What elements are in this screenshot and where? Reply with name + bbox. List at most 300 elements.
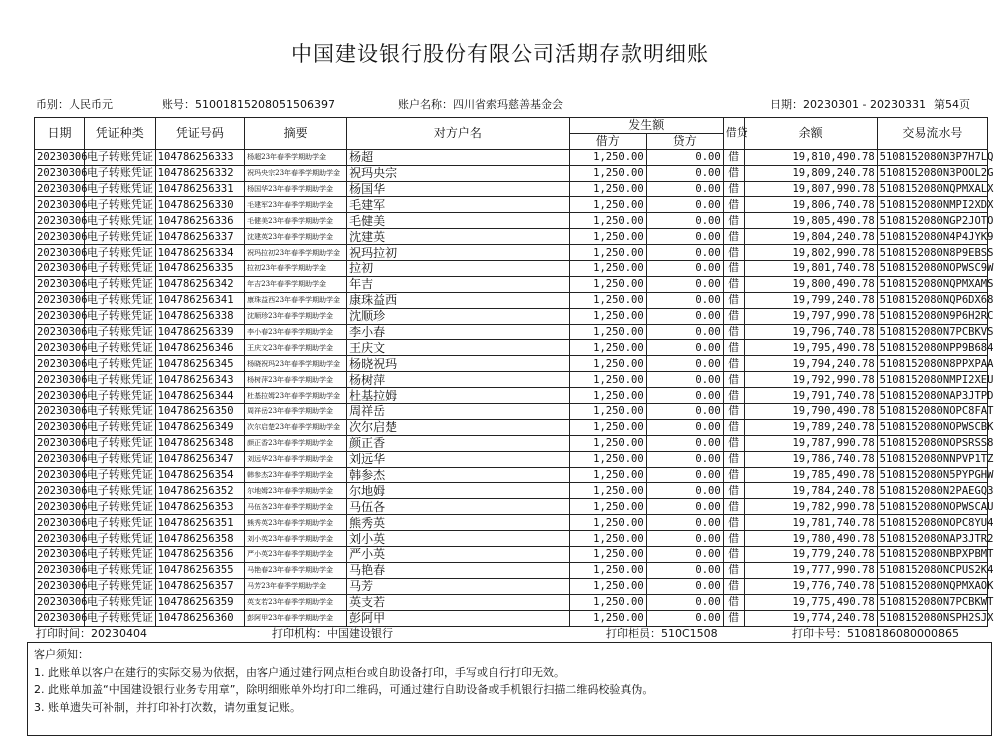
- cell-serial: 5108152080N8PPXPAA: [877, 356, 987, 372]
- col-dc: 借贷: [723, 118, 744, 150]
- cell-date: 20230306: [35, 483, 85, 499]
- cell-credit: 0.00: [646, 276, 723, 292]
- cell-serial: 5108152080NOPWSC9W: [877, 261, 987, 277]
- cell-date: 20230306: [35, 419, 85, 435]
- cell-debit: 1,250.00: [569, 419, 646, 435]
- table-row: [35, 308, 988, 324]
- cell-debit: 1,250.00: [569, 149, 646, 165]
- table-row: [35, 467, 988, 483]
- cell-balance: 19,804,240.78: [744, 229, 877, 245]
- cell-credit: 0.00: [646, 499, 723, 515]
- cell-voucher-no: 104786256359: [155, 594, 244, 610]
- cell-serial: 5108152080N3POOL2G: [877, 165, 987, 181]
- cell-counterparty: 杨超: [347, 149, 570, 165]
- cell-debit: 1,250.00: [569, 372, 646, 388]
- cell-date: 20230306: [35, 372, 85, 388]
- cell-voucher-type: 电子转账凭证: [84, 451, 155, 467]
- cell-voucher-no: 104786256360: [155, 610, 244, 626]
- cell-balance: 19,784,240.78: [744, 483, 877, 499]
- cell-balance: 19,780,490.78: [744, 531, 877, 547]
- cell-dc: 借: [723, 515, 744, 531]
- page-number: 第54页: [934, 98, 970, 111]
- cell-dc: 借: [723, 610, 744, 626]
- cell-serial: 5108152080NAP3JTPD: [877, 388, 987, 404]
- cell-date: 20230306: [35, 547, 85, 563]
- cell-voucher-type: 电子转账凭证: [84, 149, 155, 165]
- cell-voucher-no: 104786256330: [155, 197, 244, 213]
- cell-credit: 0.00: [646, 229, 723, 245]
- cell-counterparty: 王庆文: [347, 340, 570, 356]
- cell-debit: 1,250.00: [569, 213, 646, 229]
- cell-date: 20230306: [35, 404, 85, 420]
- cell-voucher-no: 104786256331: [155, 181, 244, 197]
- cell-counterparty: 次尔启楚: [347, 419, 570, 435]
- cell-dc: 借: [723, 451, 744, 467]
- table-row: [35, 531, 988, 547]
- cell-credit: 0.00: [646, 419, 723, 435]
- table-row: [35, 340, 988, 356]
- table-row: [35, 451, 988, 467]
- cell-dc: 借: [723, 308, 744, 324]
- cell-serial: 5108152080NSPH2SJX: [877, 610, 987, 626]
- cell-voucher-type: 电子转账凭证: [84, 324, 155, 340]
- customer-notes: [27, 642, 992, 736]
- cell-date: 20230306: [35, 324, 85, 340]
- cell-voucher-type: 电子转账凭证: [84, 340, 155, 356]
- cell-summary: 沈顺珍23年春季学期助学金: [245, 308, 347, 324]
- cell-counterparty: 马芳: [347, 578, 570, 594]
- cell-serial: 5108152080NCPUS2K4: [877, 562, 987, 578]
- table-row: [35, 197, 988, 213]
- cell-debit: 1,250.00: [569, 229, 646, 245]
- cell-debit: 1,250.00: [569, 547, 646, 563]
- cell-voucher-no: 104786256358: [155, 531, 244, 547]
- document-title: 中国建设银行股份有限公司活期存款明细账: [291, 42, 709, 66]
- cell-serial: 5108152080N7PCBKWT: [877, 594, 987, 610]
- cell-balance: 19,786,740.78: [744, 451, 877, 467]
- cell-debit: 1,250.00: [569, 562, 646, 578]
- table-row: [35, 229, 988, 245]
- cell-date: 20230306: [35, 578, 85, 594]
- cell-counterparty: 严小英: [347, 547, 570, 563]
- cell-dc: 借: [723, 229, 744, 245]
- cell-dc: 借: [723, 165, 744, 181]
- cell-serial: 5108152080N5PYPGHW: [877, 467, 987, 483]
- cell-counterparty: 沈顺珍: [347, 308, 570, 324]
- col-amount-group: 发生额: [569, 118, 723, 134]
- cell-balance: 19,791,740.78: [744, 388, 877, 404]
- cell-dc: 借: [723, 404, 744, 420]
- cell-summary: 祝玛央宗23年春季学期助学金: [245, 165, 347, 181]
- cell-debit: 1,250.00: [569, 531, 646, 547]
- cell-date: 20230306: [35, 276, 85, 292]
- table-row: [35, 404, 988, 420]
- cell-counterparty: 祝玛拉初: [347, 245, 570, 261]
- cell-credit: 0.00: [646, 547, 723, 563]
- cell-balance: 19,787,990.78: [744, 435, 877, 451]
- cell-date: 20230306: [35, 213, 85, 229]
- cell-voucher-type: 电子转账凭证: [84, 547, 155, 563]
- cell-dc: 借: [723, 324, 744, 340]
- cell-balance: 19,785,490.78: [744, 467, 877, 483]
- cell-voucher-no: 104786256357: [155, 578, 244, 594]
- cell-counterparty: 杨晓祝玛: [347, 356, 570, 372]
- table-row: [35, 388, 988, 404]
- cell-serial: 5108152080NQPMXAMS: [877, 276, 987, 292]
- cell-serial: 5108152080NAP3JTR2: [877, 531, 987, 547]
- cell-serial: 5108152080N9P6H2RC: [877, 308, 987, 324]
- cell-voucher-type: 电子转账凭证: [84, 197, 155, 213]
- cell-summary: 毛建军23年春季学期助学金: [245, 197, 347, 213]
- cell-debit: 1,250.00: [569, 261, 646, 277]
- cell-credit: 0.00: [646, 261, 723, 277]
- cell-dc: 借: [723, 547, 744, 563]
- cell-credit: 0.00: [646, 197, 723, 213]
- cell-voucher-no: 104786256341: [155, 292, 244, 308]
- cell-date: 20230306: [35, 610, 85, 626]
- cell-credit: 0.00: [646, 610, 723, 626]
- cell-dc: 借: [723, 372, 744, 388]
- cell-voucher-type: 电子转账凭证: [84, 499, 155, 515]
- cell-voucher-no: 104786256348: [155, 435, 244, 451]
- table-row: [35, 213, 988, 229]
- cell-balance: 19,802,990.78: [744, 245, 877, 261]
- cell-voucher-no: 104786256342: [155, 276, 244, 292]
- cell-counterparty: 马艳春: [347, 562, 570, 578]
- cell-balance: 19,774,240.78: [744, 610, 877, 626]
- col-counterparty: 对方户名: [347, 118, 570, 150]
- cell-voucher-no: 104786256351: [155, 515, 244, 531]
- cell-voucher-no: 104786256335: [155, 261, 244, 277]
- cell-debit: 1,250.00: [569, 165, 646, 181]
- table-row: [35, 610, 988, 626]
- cell-dc: 借: [723, 388, 744, 404]
- cell-credit: 0.00: [646, 165, 723, 181]
- cell-credit: 0.00: [646, 372, 723, 388]
- cell-debit: 1,250.00: [569, 276, 646, 292]
- cell-credit: 0.00: [646, 213, 723, 229]
- cell-voucher-type: 电子转账凭证: [84, 435, 155, 451]
- account-name: 账户名称：四川省索玛慈善基金会: [398, 98, 563, 111]
- col-voucher-no: 凭证号码: [155, 118, 244, 150]
- cell-counterparty: 年吉: [347, 276, 570, 292]
- cell-serial: 5108152080NOPSRSS8: [877, 435, 987, 451]
- table-row: [35, 324, 988, 340]
- print-org: 打印机构：中国建设银行: [272, 627, 393, 640]
- cell-credit: 0.00: [646, 467, 723, 483]
- cell-summary: 杨超23年春季学期助学金: [245, 149, 347, 165]
- cell-summary: 杨树萍23年春季学期助学金: [245, 372, 347, 388]
- cell-date: 20230306: [35, 356, 85, 372]
- print-card: 打印卡号：5108186080000865: [792, 627, 959, 640]
- table-row: [35, 562, 988, 578]
- table-row: [35, 149, 988, 165]
- cell-serial: 5108152080NMPI2XDX: [877, 197, 987, 213]
- cell-balance: 19,810,490.78: [744, 149, 877, 165]
- cell-dc: 借: [723, 181, 744, 197]
- cell-counterparty: 刘小英: [347, 531, 570, 547]
- cell-summary: 王庆文23年春季学期助学金: [245, 340, 347, 356]
- cell-debit: 1,250.00: [569, 435, 646, 451]
- table-row: [35, 261, 988, 277]
- cell-debit: 1,250.00: [569, 292, 646, 308]
- cell-counterparty: 康珠益西: [347, 292, 570, 308]
- col-summary: 摘要: [245, 118, 347, 150]
- cell-serial: 5108152080NGP2JOTO: [877, 213, 987, 229]
- print-counter: 打印柜员：510C1508: [606, 627, 718, 640]
- cell-dc: 借: [723, 149, 744, 165]
- cell-dc: 借: [723, 356, 744, 372]
- cell-voucher-type: 电子转账凭证: [84, 229, 155, 245]
- cell-counterparty: 韩参杰: [347, 467, 570, 483]
- cell-voucher-type: 电子转账凭证: [84, 372, 155, 388]
- cell-counterparty: 毛建军: [347, 197, 570, 213]
- cell-summary: 英支若23年春季学期助学金: [245, 594, 347, 610]
- col-debit: 借方: [569, 133, 646, 149]
- cell-serial: 5108152080N7PCBKVS: [877, 324, 987, 340]
- cell-counterparty: 周祥岳: [347, 404, 570, 420]
- cell-credit: 0.00: [646, 388, 723, 404]
- cell-date: 20230306: [35, 594, 85, 610]
- cell-serial: 5108152080NBPXPBMT: [877, 547, 987, 563]
- cell-credit: 0.00: [646, 340, 723, 356]
- cell-voucher-no: 104786256350: [155, 404, 244, 420]
- cell-dc: 借: [723, 245, 744, 261]
- cell-balance: 19,794,240.78: [744, 356, 877, 372]
- cell-credit: 0.00: [646, 181, 723, 197]
- cell-balance: 19,776,740.78: [744, 578, 877, 594]
- table-row: [35, 578, 988, 594]
- cell-summary: 马伍各23年春季学期助学金: [245, 499, 347, 515]
- cell-counterparty: 杨国华: [347, 181, 570, 197]
- cell-voucher-no: 104786256347: [155, 451, 244, 467]
- table-row: [35, 547, 988, 563]
- cell-summary: 次尔启楚23年春季学期助学金: [245, 419, 347, 435]
- cell-summary: 尔地姆23年春季学期助学金: [245, 483, 347, 499]
- cell-voucher-type: 电子转账凭证: [84, 165, 155, 181]
- cell-balance: 19,779,240.78: [744, 547, 877, 563]
- cell-counterparty: 刘远华: [347, 451, 570, 467]
- cell-counterparty: 熊秀英: [347, 515, 570, 531]
- cell-summary: 马艳春23年春季学期助学金: [245, 562, 347, 578]
- cell-summary: 周祥岳23年春季学期助学金: [245, 404, 347, 420]
- cell-balance: 19,775,490.78: [744, 594, 877, 610]
- cell-counterparty: 彭阿甲: [347, 610, 570, 626]
- cell-serial: 5108152080N8P9EBSS: [877, 245, 987, 261]
- cell-summary: 李小春23年春季学期助学金: [245, 324, 347, 340]
- cell-balance: 19,789,240.78: [744, 419, 877, 435]
- cell-debit: 1,250.00: [569, 467, 646, 483]
- cell-debit: 1,250.00: [569, 594, 646, 610]
- cell-counterparty: 拉初: [347, 261, 570, 277]
- cell-voucher-type: 电子转账凭证: [84, 404, 155, 420]
- cell-summary: 刘远华23年春季学期助学金: [245, 451, 347, 467]
- cell-dc: 借: [723, 483, 744, 499]
- cell-dc: 借: [723, 531, 744, 547]
- cell-date: 20230306: [35, 451, 85, 467]
- cell-voucher-no: 104786256344: [155, 388, 244, 404]
- cell-debit: 1,250.00: [569, 181, 646, 197]
- cell-date: 20230306: [35, 292, 85, 308]
- cell-dc: 借: [723, 419, 744, 435]
- print-time: 打印时间：20230404: [36, 627, 147, 640]
- cell-voucher-type: 电子转账凭证: [84, 515, 155, 531]
- cell-serial: 5108152080N2PAEGQ3: [877, 483, 987, 499]
- cell-date: 20230306: [35, 562, 85, 578]
- cell-date: 20230306: [35, 261, 85, 277]
- cell-counterparty: 毛健美: [347, 213, 570, 229]
- cell-debit: 1,250.00: [569, 515, 646, 531]
- cell-date: 20230306: [35, 197, 85, 213]
- cell-debit: 1,250.00: [569, 308, 646, 324]
- cell-date: 20230306: [35, 499, 85, 515]
- cell-voucher-type: 电子转账凭证: [84, 562, 155, 578]
- cell-serial: 5108152080NPP9B684: [877, 340, 987, 356]
- cell-voucher-type: 电子转账凭证: [84, 213, 155, 229]
- cell-debit: 1,250.00: [569, 197, 646, 213]
- cell-dc: 借: [723, 213, 744, 229]
- cell-summary: 杜基拉姆23年春季学期助学金: [245, 388, 347, 404]
- cell-date: 20230306: [35, 245, 85, 261]
- cell-credit: 0.00: [646, 404, 723, 420]
- cell-debit: 1,250.00: [569, 610, 646, 626]
- cell-balance: 19,792,990.78: [744, 372, 877, 388]
- cell-balance: 19,809,240.78: [744, 165, 877, 181]
- cell-summary: 严小英23年春季学期助学金: [245, 547, 347, 563]
- note-item: 3. 账单遗失可补制，并打印补打次数，请勿重复记账。: [34, 700, 301, 714]
- cell-voucher-no: 104786256354: [155, 467, 244, 483]
- cell-counterparty: 李小春: [347, 324, 570, 340]
- cell-credit: 0.00: [646, 356, 723, 372]
- cell-debit: 1,250.00: [569, 578, 646, 594]
- cell-voucher-no: 104786256339: [155, 324, 244, 340]
- cell-serial: 5108152080NOPC8FAT: [877, 404, 987, 420]
- table-row: [35, 165, 988, 181]
- cell-voucher-no: 104786256338: [155, 308, 244, 324]
- cell-debit: 1,250.00: [569, 483, 646, 499]
- cell-credit: 0.00: [646, 531, 723, 547]
- cell-summary: 杨国华23年春季学期助学金: [245, 181, 347, 197]
- col-credit: 贷方: [646, 133, 723, 149]
- cell-balance: 19,806,740.78: [744, 197, 877, 213]
- cell-summary: 年吉23年春季学期助学金: [245, 276, 347, 292]
- cell-date: 20230306: [35, 340, 85, 356]
- cell-debit: 1,250.00: [569, 499, 646, 515]
- cell-voucher-no: 104786256332: [155, 165, 244, 181]
- note-item: 2. 此账单加盖“中国建设银行业务专用章”，除明细账单外均打印二维码，可通过建行自助设备或手机银行扫描二维码校验真伪。: [34, 683, 654, 696]
- cell-serial: 5108152080NOPWSCAU: [877, 499, 987, 515]
- table-row: [35, 435, 988, 451]
- cell-counterparty: 尔地姆: [347, 483, 570, 499]
- cell-voucher-type: 电子转账凭证: [84, 594, 155, 610]
- cell-voucher-type: 电子转账凭证: [84, 276, 155, 292]
- cell-summary: 马芳23年春季学期助学金: [245, 578, 347, 594]
- table-row: [35, 483, 988, 499]
- cell-voucher-type: 电子转账凭证: [84, 356, 155, 372]
- cell-date: 20230306: [35, 181, 85, 197]
- cell-dc: 借: [723, 197, 744, 213]
- cell-voucher-no: 104786256346: [155, 340, 244, 356]
- cell-voucher-type: 电子转账凭证: [84, 531, 155, 547]
- cell-dc: 借: [723, 340, 744, 356]
- ledger-table: [34, 117, 994, 627]
- cell-date: 20230306: [35, 308, 85, 324]
- cell-date: 20230306: [35, 165, 85, 181]
- cell-voucher-no: 104786256345: [155, 356, 244, 372]
- note-item: 1. 此账单以客户在建行的实际交易为依据，由客户通过建行网点柜台或自助设备打印，手写或自行打印无效。: [34, 665, 565, 679]
- cell-balance: 19,782,990.78: [744, 499, 877, 515]
- cell-credit: 0.00: [646, 435, 723, 451]
- table-row: [35, 276, 988, 292]
- cell-summary: 康珠益西23年春季学期助学金: [245, 292, 347, 308]
- cell-counterparty: 颜正香: [347, 435, 570, 451]
- cell-date: 20230306: [35, 467, 85, 483]
- cell-credit: 0.00: [646, 515, 723, 531]
- cell-voucher-no: 104786256334: [155, 245, 244, 261]
- cell-balance: 19,801,740.78: [744, 261, 877, 277]
- cell-summary: 韩参杰23年春季学期助学金: [245, 467, 347, 483]
- table-row: [35, 419, 988, 435]
- cell-dc: 借: [723, 562, 744, 578]
- cell-voucher-type: 电子转账凭证: [84, 419, 155, 435]
- cell-credit: 0.00: [646, 292, 723, 308]
- cell-counterparty: 沈建英: [347, 229, 570, 245]
- cell-credit: 0.00: [646, 483, 723, 499]
- col-balance: 余额: [744, 118, 877, 150]
- notes-heading: 客户须知：: [34, 648, 89, 661]
- table-row: [35, 515, 988, 531]
- cell-balance: 19,795,490.78: [744, 340, 877, 356]
- col-serial: 交易流水号: [877, 118, 987, 150]
- cell-summary: 拉初23年春季学期助学金: [245, 261, 347, 277]
- cell-summary: 祝玛拉初23年春季学期助学金: [245, 245, 347, 261]
- cell-serial: 5108152080NOPC8YU4: [877, 515, 987, 531]
- cell-voucher-type: 电子转账凭证: [84, 261, 155, 277]
- cell-counterparty: 杨树萍: [347, 372, 570, 388]
- cell-summary: 杨晓祝玛23年春季学期助学金: [245, 356, 347, 372]
- cell-balance: 19,790,490.78: [744, 404, 877, 420]
- cell-serial: 5108152080NQP6DX68: [877, 292, 987, 308]
- cell-dc: 借: [723, 435, 744, 451]
- cell-debit: 1,250.00: [569, 356, 646, 372]
- cell-date: 20230306: [35, 149, 85, 165]
- cell-voucher-no: 104786256349: [155, 419, 244, 435]
- cell-counterparty: 杜基拉姆: [347, 388, 570, 404]
- cell-debit: 1,250.00: [569, 404, 646, 420]
- cell-summary: 沈建英23年春季学期助学金: [245, 229, 347, 245]
- cell-dc: 借: [723, 467, 744, 483]
- cell-dc: 借: [723, 276, 744, 292]
- cell-date: 20230306: [35, 229, 85, 245]
- cell-serial: 5108152080NQPMXALX: [877, 181, 987, 197]
- cell-summary: 彭阿甲23年春季学期助学金: [245, 610, 347, 626]
- cell-credit: 0.00: [646, 245, 723, 261]
- cell-credit: 0.00: [646, 451, 723, 467]
- currency-label: 币别：人民币元: [36, 98, 113, 111]
- cell-voucher-type: 电子转账凭证: [84, 308, 155, 324]
- cell-debit: 1,250.00: [569, 388, 646, 404]
- cell-balance: 19,781,740.78: [744, 515, 877, 531]
- cell-credit: 0.00: [646, 308, 723, 324]
- cell-debit: 1,250.00: [569, 324, 646, 340]
- cell-date: 20230306: [35, 435, 85, 451]
- cell-date: 20230306: [35, 388, 85, 404]
- cell-debit: 1,250.00: [569, 451, 646, 467]
- cell-balance: 19,799,240.78: [744, 292, 877, 308]
- cell-credit: 0.00: [646, 562, 723, 578]
- cell-summary: 熊秀英23年春季学期助学金: [245, 515, 347, 531]
- table-row: [35, 499, 988, 515]
